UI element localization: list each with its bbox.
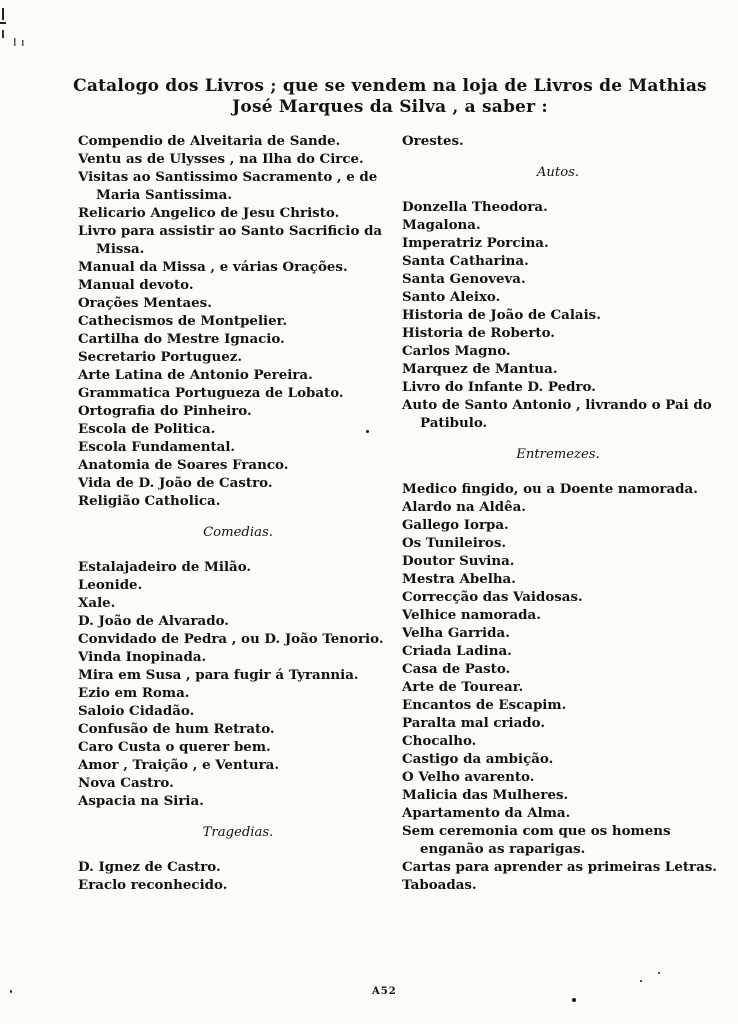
auto-entry: Magalona. <box>402 217 481 233</box>
entremez-entry: Criada Ladina. <box>402 643 512 659</box>
comedia-entry: Saloio Cidadão. <box>78 703 195 719</box>
entremez-entry: Paralta mal criado. <box>402 715 546 731</box>
book-entry: Religião Catholica. <box>78 493 221 509</box>
book-entry: Compendio de Alveitaria de Sande. <box>78 133 341 149</box>
entremez-entry: Medico fingido, ou a Doente namorada. <box>402 481 698 497</box>
section-heading-comedias: Comedias. <box>203 525 273 540</box>
book-entry: Cathecismos de Montpelier. <box>78 313 288 329</box>
comedia-entry: Mira em Susa , para fugir á Tyrannia. <box>78 667 359 683</box>
auto-entry: Santa Genoveva. <box>402 271 526 287</box>
catalog-title-line-1: Catalogo dos Livros ; que se vendem na loja de Livros de Mathias <box>73 76 707 96</box>
book-entry: Ortografia do Pinheiro. <box>78 403 252 419</box>
entremez-entry: Mestra Abelha. <box>402 571 516 587</box>
comedia-entry: Convidado de Pedra , ou D. João Tenorio. <box>78 631 384 647</box>
catalog-title-line-2: José Marques da Silva , a saber : <box>232 97 548 117</box>
ink-speck <box>10 990 12 993</box>
entremez-entry: Chocalho. <box>402 733 477 749</box>
section-heading-tragedias: Tragedias. <box>202 825 274 840</box>
entremez-entry: Casa de Pasto. <box>402 661 511 677</box>
auto-entry: Imperatriz Porcina. <box>402 235 549 251</box>
entremez-entry: Doutor Suvina. <box>402 553 515 569</box>
auto-entry: Auto de Santo Antonio , livrando o Pai do Patibulo. <box>402 397 712 431</box>
comedia-entry: Confusão de hum Retrato. <box>78 721 275 737</box>
entremez-entry: Cartas para aprender as primeiras Letras. <box>402 859 717 875</box>
entremez-entry: Apartamento da Alma. <box>402 805 571 821</box>
book-entry: Escola Fundamental. <box>78 439 236 455</box>
auto-entry: Marquez de Mantua. <box>402 361 558 377</box>
auto-entry: Santa Catharina. <box>402 253 529 269</box>
book-entry: Visitas ao Santissimo Sacramento , e de Maria Santissima. <box>78 169 378 203</box>
comedia-entry: Vinda Inopinada. <box>78 649 207 665</box>
ink-speck <box>572 998 576 1002</box>
ink-speck <box>658 972 660 974</box>
ink-speck <box>366 430 369 433</box>
entremez-entry: Alardo na Aldêa. <box>402 499 526 515</box>
book-entry: Vida de D. João de Castro. <box>78 475 273 491</box>
comedia-entry: Xale. <box>78 595 116 611</box>
book-entry: Grammatica Portugueza de Lobato. <box>78 385 344 401</box>
ink-speck <box>640 980 642 982</box>
auto-entry: Historia de Roberto. <box>402 325 555 341</box>
tragedia-entry: D. Ignez de Castro. <box>78 859 221 875</box>
auto-entry: Livro do Infante D. Pedro. <box>402 379 596 395</box>
catalog-title <box>70 76 710 118</box>
book-entry: Cartilha do Mestre Ignacio. <box>78 331 285 347</box>
entremez-entry: Taboadas. <box>402 877 477 893</box>
comedia-entry: Caro Custa o querer bem. <box>78 739 271 755</box>
book-entry: Ventu as de Ulysses , na Ilha do Circe. <box>78 151 364 167</box>
right-column <box>402 132 717 894</box>
book-entry: Anatomia de Soares Franco. <box>78 457 289 473</box>
book-entry: Relicario Angelico de Jesu Christo. <box>78 205 340 221</box>
comedia-entry: Leonide. <box>78 577 143 593</box>
auto-entry: Carlos Magno. <box>402 343 511 359</box>
auto-entry: Donzella Theodora. <box>402 199 548 215</box>
auto-entry: Santo Aleixo. <box>402 289 501 305</box>
comedia-entry: Amor , Traição , e Ventura. <box>78 757 279 773</box>
comedia-entry: Aspacia na Siria. <box>78 793 204 809</box>
comedia-entry: Nova Castro. <box>78 775 174 791</box>
book-entry: Orestes. <box>402 133 464 149</box>
entremez-entry: Os Tunileiros. <box>402 535 507 551</box>
book-entry: Livro para assistir ao Santo Sacrificio da Missa. <box>78 223 383 257</box>
section-heading-autos: Autos. <box>536 165 580 180</box>
entremez-entry: Velha Garrida. <box>402 625 510 641</box>
book-entry: Orações Mentaes. <box>78 295 212 311</box>
entremez-entry: Castigo da ambição. <box>402 751 554 767</box>
entremez-entry: O Velho avarento. <box>402 769 535 785</box>
book-entry: Manual devoto. <box>78 277 194 293</box>
comedia-entry: D. João de Alvarado. <box>78 613 229 629</box>
binding-edge-mark <box>0 8 30 48</box>
entremez-entry: Gallego Iorpa. <box>402 517 509 533</box>
signature-mark: A52 <box>372 986 397 997</box>
section-heading-entremezes: Entremezes. <box>516 447 600 462</box>
comedia-entry: Ezio em Roma. <box>78 685 190 701</box>
entremez-entry: Velhice namorada. <box>402 607 541 623</box>
auto-entry: Historia de João de Calais. <box>402 307 601 323</box>
book-entry: Manual da Missa , e várias Orações. <box>78 259 348 275</box>
left-column <box>78 132 398 894</box>
entremez-entry: Encantos de Escapim. <box>402 697 567 713</box>
book-entry: Secretario Portuguez. <box>78 349 243 365</box>
book-entry: Escola de Politica. <box>78 421 216 437</box>
comedia-entry: Estalajadeiro de Milão. <box>78 559 252 575</box>
tragedia-entry: Eraclo reconhecido. <box>78 877 228 893</box>
entremez-entry: Correcção das Vaidosas. <box>402 589 583 605</box>
entremez-entry: Arte de Tourear. <box>402 679 524 695</box>
book-entry: Arte Latina de Antonio Pereira. <box>78 367 313 383</box>
entremez-entry: Malicia das Mulheres. <box>402 787 569 803</box>
entremez-entry: Sem ceremonia com que os homens enganão as raparigas. <box>402 823 671 857</box>
